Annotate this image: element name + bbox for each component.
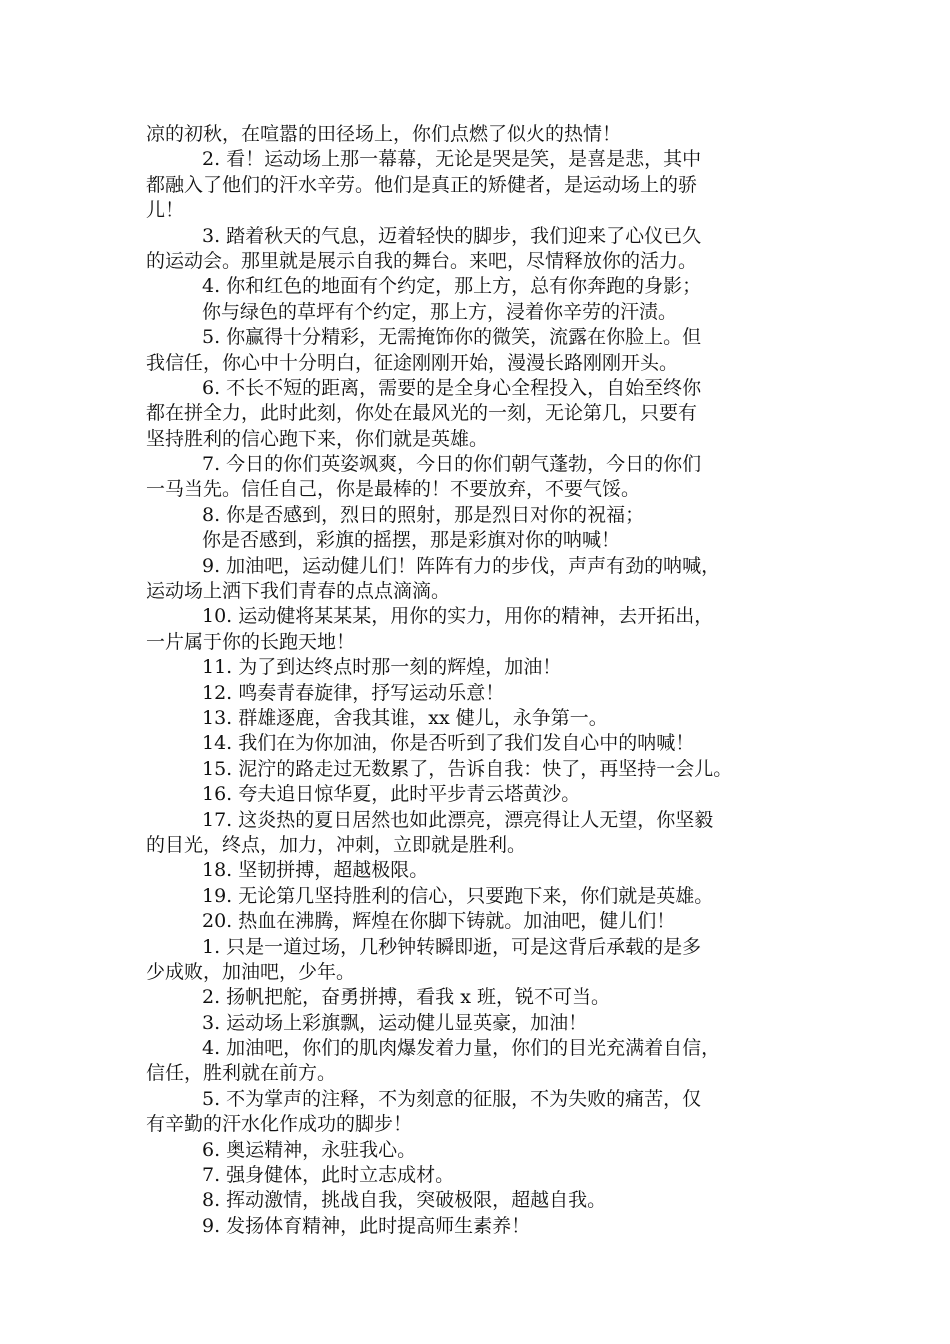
text-line: 一片属于你的长跑天地！ [146,630,356,653]
text-line: 17. 这炎热的夏日居然也如此漂亮，漂亮得让人无望，你坚毅 [202,808,714,831]
text-line: 你是否感到，彩旗的摇摆，那是彩旗对你的呐喊！ [202,529,621,552]
text-line: 3. 踏着秋天的气息，迈着轻快的脚步，我们迎来了心仪已久 [202,224,702,247]
text-line: 凉的初秋，在喧嚣的田径场上，你们点燃了似火的热情！ [146,123,622,145]
text-line: 13. 群雄逐鹿，舍我其谁，xx 健儿，永争第一。 [202,706,608,729]
text-line: 7. 今日的你们英姿飒爽，今日的你们朝气蓬勃，今日的你们 [202,453,702,476]
text-line: 你与绿色的草坪有个约定，那上方，浸着你辛劳的汗渍。 [202,300,678,323]
text-line: 9. 发扬体育精神，此时提高师生素养！ [202,1214,531,1237]
text-line: 18. 坚韧拼搏，超越极限。 [202,859,429,882]
text-line: 19. 无论第几坚持胜利的信心，只要跑下来，你们就是英雄。 [202,884,714,907]
text-line: 少成败，加油吧，少年。 [146,960,356,983]
text-line: 5. 你赢得十分精彩，无需掩饰你的微笑，流露在你脸上。但 [202,326,702,349]
text-line: 9. 加油吧，运动健儿们！阵阵有力的步伐，声声有劲的呐喊， [202,554,721,577]
text-line: 运动场上洒下我们青春的点点滴滴。 [146,580,451,603]
text-line: 的运动会。那里就是展示自我的舞台。来吧，尽情释放你的活力。 [146,249,698,272]
text-line: 14. 我们在为你加油，你是否听到了我们发自心中的呐喊！ [202,732,695,755]
text-line: 11. 为了到达终点时那一刻的辉煌，加油！ [202,656,562,679]
text-line: 都融入了他们的汗水辛劳。他们是真正的矫健者，是运动场上的骄 [146,173,698,196]
text-line: 6. 不长不短的距离，需要的是全身心全程投入，自始至终你 [202,376,702,399]
text-line: 16. 夸夫追日惊华夏，此时平步青云塔黄沙。 [202,783,581,806]
text-line: 6. 奥运精神，永驻我心。 [202,1138,417,1161]
text-line: 10. 运动健将某某某，用你的实力，用你的精神，去开拓出， [202,605,714,628]
document-body [146,122,806,1239]
text-line: 3. 运动场上彩旗飘，运动健儿显英豪，加油！ [202,1011,588,1034]
text-line: 8. 你是否感到，烈日的照射，那是烈日对你的祝福； [202,503,645,526]
text-line: 2. 扬帆把舵，奋勇拼搏，看我 x 班，锐不可当。 [202,986,610,1009]
text-line: 2. 看！运动场上那一幕幕，无论是哭是笑，是喜是悲，其中 [202,148,702,171]
text-line: 4. 你和红色的地面有个约定，那上方，总有你奔跑的身影； [202,275,702,298]
text-line: 5. 不为掌声的注释，不为刻意的征服，不为失败的痛苦，仅 [202,1087,702,1110]
text-line: 信任，胜利就在前方。 [146,1062,337,1085]
text-line: 都在拼全力，此时此刻，你处在最风光的一刻，无论第几，只要有 [146,402,698,425]
text-line: 坚持胜利的信心跑下来，你们就是英雄。 [146,427,489,450]
text-line: 20. 热血在沸腾，辉煌在你脚下铸就。加油吧，健儿们！ [202,910,676,933]
text-line: 有辛勤的汗水化作成功的脚步！ [146,1113,413,1136]
text-line: 4. 加油吧，你们的肌肉爆发着力量，你们的目光充满着自信， [202,1037,721,1060]
text-line: 一马当先。信任自己，你是最棒的！不要放弃，不要气馁。 [146,478,641,501]
text-line: 的目光，终点，加力，冲刺，立即就是胜利。 [146,833,527,856]
text-line: 8. 挥动激情，挑战自我，突破极限，超越自我。 [202,1189,607,1212]
text-line: 儿！ [146,199,185,222]
text-line: 12. 鸣奏青春旋律，抒写运动乐意！ [202,681,505,704]
text-line: 7. 强身健体，此时立志成材。 [202,1164,455,1187]
text-line: 1. 只是一道过场，几秒钟转瞬即逝，可是这背后承载的是多 [202,935,702,958]
text-line: 15. 泥泞的路走过无数累了，告诉自我：快了，再坚持一会儿。 [202,757,733,780]
text-line: 我信任，你心中十分明白，征途刚刚开始，漫漫长路刚刚开头。 [146,351,679,374]
